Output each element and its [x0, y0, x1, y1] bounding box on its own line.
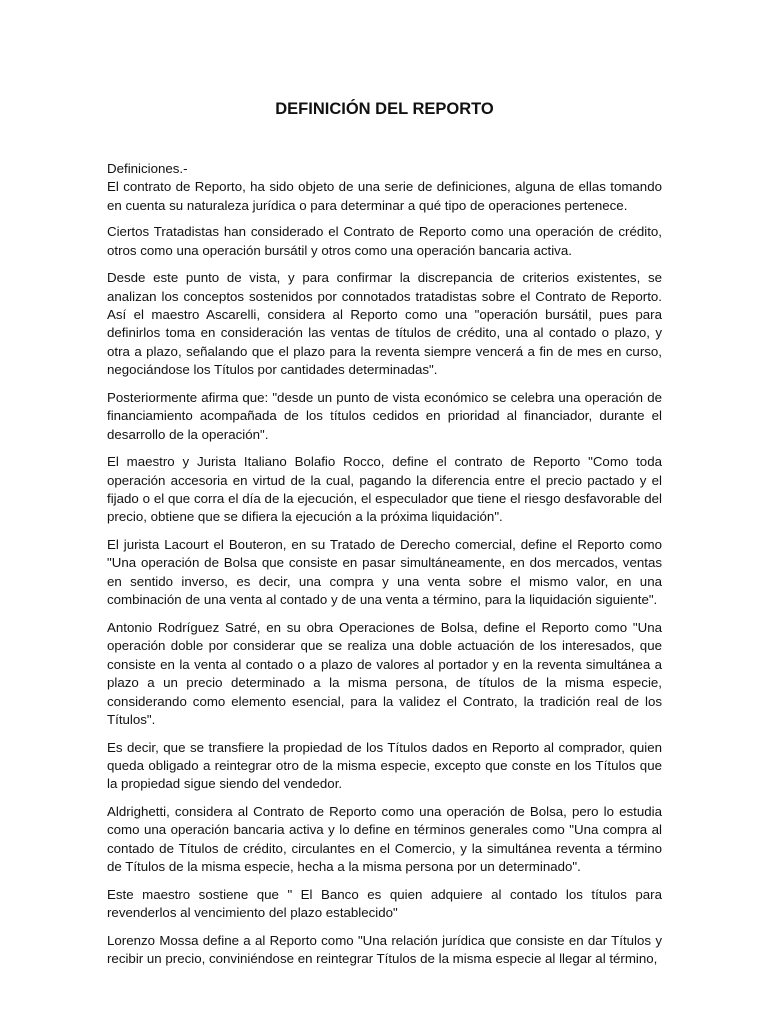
paragraph-intro — [107, 160, 662, 215]
paragraph: Desde este punto de vista, y para confirmar la discrepancia de criterios existentes, se analizan los conceptos sostenidos por connotados tratadistas sobre el Contrato de Reporto. Así el maestro Ascarelli, considera al Reporto como una "operación bursátil, pues para definirlos toma en consideración las ventas de títulos de crédito, una al contado o plazo, y otra a plazo, señalando que el plazo para la reventa siempre vencerá a fin de mes en curso, negociándose los Títulos por cantidades determinadas". — [107, 270, 662, 378]
paragraph: Posteriormente afirma que: "desde un punto de vista económico se celebra una operación de financiamiento acompañada de los títulos cedidos en prioridad al financiador, durante el desarrollo de la operación". — [107, 389, 662, 442]
paragraph: El maestro y Jurista Italiano Bolafio Rocco, define el contrato de Reporto "Como toda operación accesoria en virtud de la cual, pagando la diferencia entre el precio pactado y el fijado o el que corra el día de la ejecución, el especulador que tiene el riesgo desfavorable del precio, obtiene que se difiera la ejecución a la próxima liquidación". — [107, 454, 662, 525]
paragraph: Ciertos Tratadistas han considerado el Contrato de Reporto como una operación de crédito, otros como una operación bursátil y otros como una operación bancaria activa. — [107, 224, 662, 258]
paragraph: Es decir, que se transfiere la propiedad de los Títulos dados en Reporto al comprador, quien queda obligado a reintegrar otro de la misma especie, excepto que conste en los Títulos que la propiedad sigue siendo del vendedor. — [107, 739, 662, 792]
paragraph: Aldrighetti, considera al Contrato de Reporto como una operación de Bolsa, pero lo estudia como una operación bancaria activa y lo define en términos generales como "Una compra al contado de Títulos de crédito, circulantes en el Comercio, y la simultánea reventa a término de Títulos de la misma especie, hecha a la misma persona por un determinado". — [107, 803, 662, 875]
intro-label: Definiciones.- — [107, 161, 188, 176]
paragraph: Este maestro sostiene que " El Banco es quien adquiere al contado los títulos para revenderlos al vencimiento del plazo establecido" — [107, 886, 662, 921]
document-title: DEFINICIÓN DEL REPORTO — [275, 100, 494, 118]
paragraph-text: El contrato de Reporto, ha sido objeto de una serie de definiciones, alguna de ellas tomando en cuenta su naturaleza jurídica o para determinar a qué tipo de operaciones pertenece. — [107, 179, 662, 213]
paragraph: Lorenzo Mossa define a al Reporto como "Una relación jurídica que consiste en dar Títulos y recibir un precio, conviniéndose en reintegrar Títulos de la misma especie al llegar al término, — [107, 932, 662, 967]
paragraph: Antonio Rodríguez Satré, en su obra Operaciones de Bolsa, define el Reporto como "Una operación doble por considerar que se realiza una doble actuación de los interesados, que consiste en la venta al contado o a plazo de valores al portador y en la reventa simultánea a plazo a un precio determinado a la misma persona, de títulos de la misma especie, considerando como elemento esencial, para la validez el Contrato, la tradición real de los Títulos". — [107, 619, 662, 727]
paragraph: El jurista Lacourt el Bouteron, en su Tratado de Derecho comercial, define el Reporto como "Una operación de Bolsa que consiste en pasar simultáneamente, en dos mercados, ventas en sentido inverso, es decir, una compra y una venta sobre el mismo valor, en una combinación de una venta al contado y de una venta a término, para la liquidación siguiente". — [107, 537, 662, 608]
